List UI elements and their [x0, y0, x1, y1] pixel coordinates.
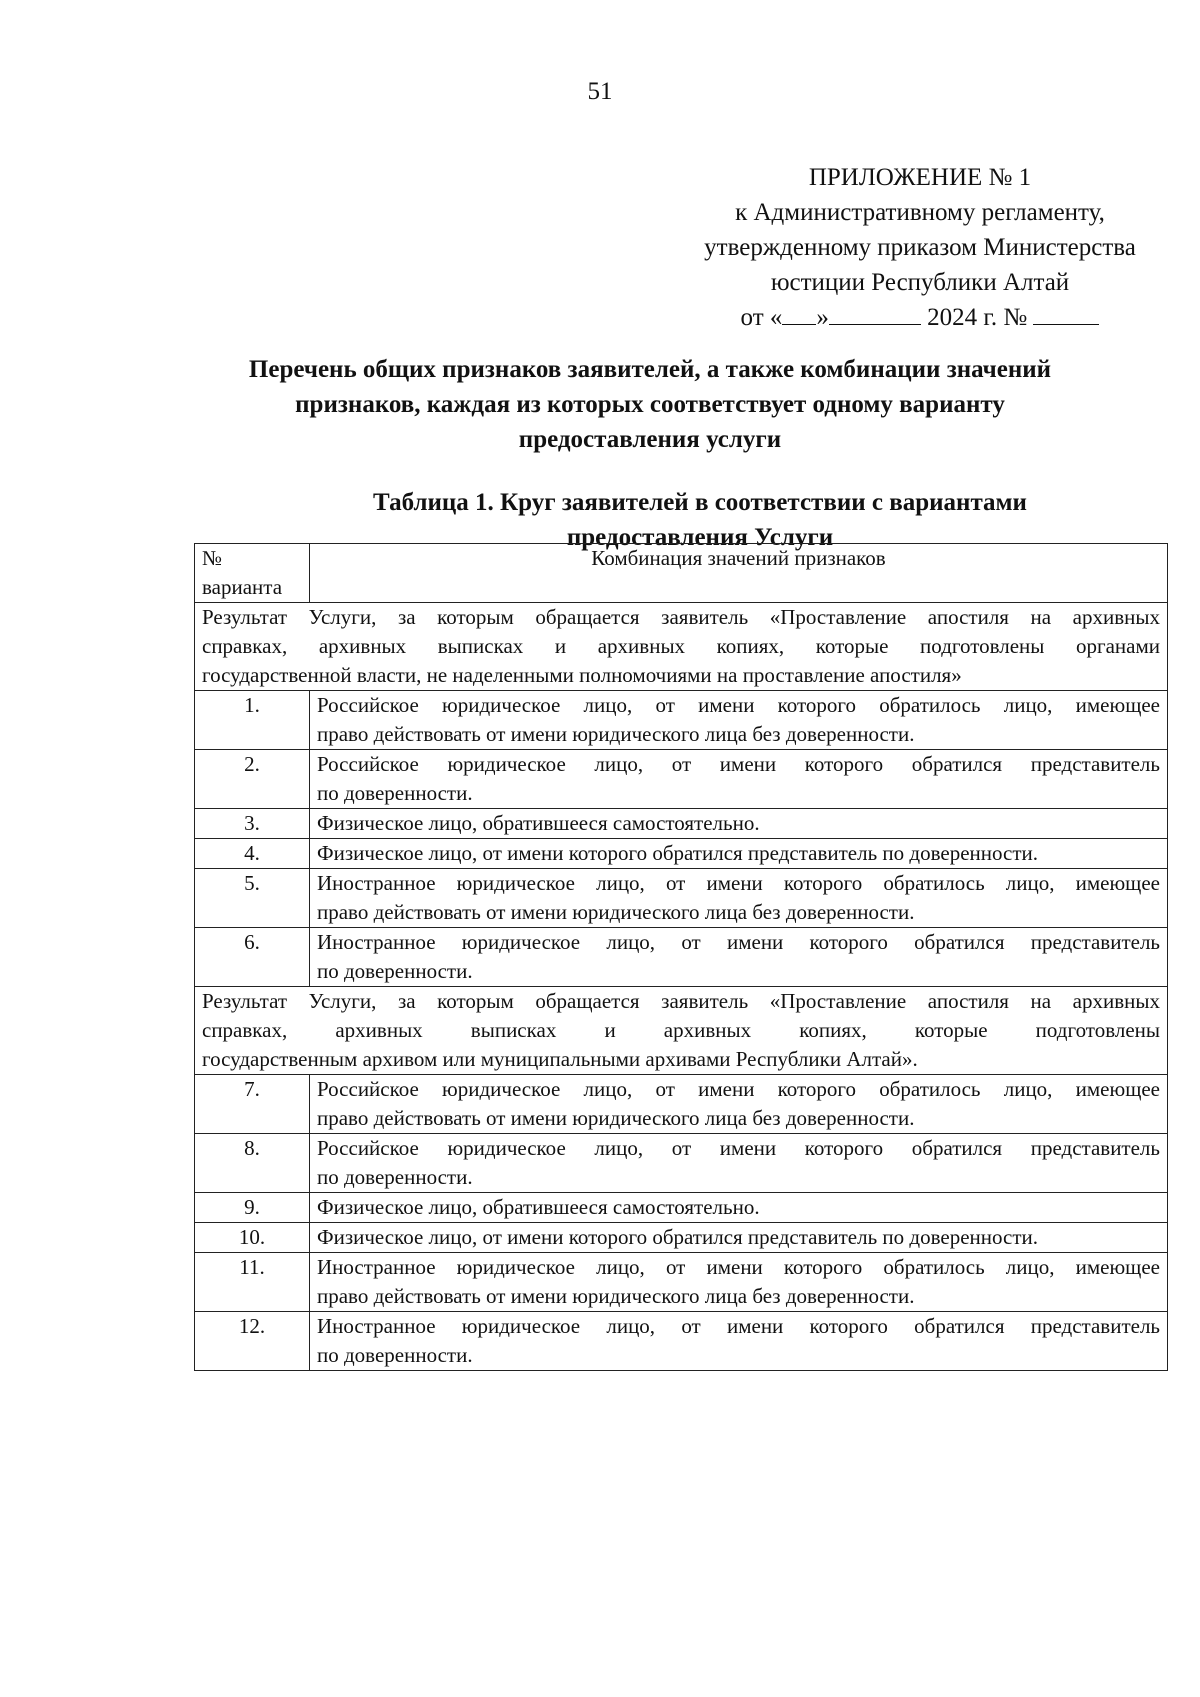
description-line: Российское юридическое лицо, от имени которого обратилось лицо, имеющее [317, 693, 1160, 717]
table-row [195, 1193, 1168, 1223]
description-line: Иностранное юридическое лицо, от имени которого обратился представитель [317, 1314, 1160, 1338]
month-blank [829, 300, 921, 325]
description-line: Иностранное юридическое лицо, от имени которого обратился представитель [317, 930, 1160, 954]
variant-description [310, 750, 1168, 809]
description-line: по доверенности. [317, 1165, 473, 1189]
variant-number: 4. [195, 839, 310, 869]
variant-number: 2. [195, 750, 310, 809]
description-line: Физическое лицо, от имени которого обратился представитель по доверенности. [317, 841, 1039, 865]
variant-description [310, 1223, 1168, 1253]
description-line: Физическое лицо, от имени которого обратился представитель по доверенности. [317, 1225, 1039, 1249]
section-line: государственным архивом или муниципальными архивами Республики Алтай». [202, 1047, 918, 1071]
caption-line: предоставления Услуги [566, 524, 834, 551]
variants-table [194, 543, 1168, 1371]
caption-line: Таблица 1. Круг заявителей в соответствии с вариантами [373, 489, 1027, 516]
day-blank [782, 300, 816, 325]
variant-number: 10. [195, 1223, 310, 1253]
page-number: 51 [587, 78, 613, 105]
ministry-name: юстиции Республики Алтай [770, 269, 1070, 296]
table-row [195, 750, 1168, 809]
variant-description [310, 1134, 1168, 1193]
number-blank [1033, 300, 1099, 325]
appendix-heading: ПРИЛОЖЕНИЕ № 1 [808, 164, 1032, 191]
variant-description [310, 691, 1168, 750]
description-line: Российское юридическое лицо, от имени которого обратился представитель [317, 752, 1160, 776]
document-title [150, 352, 1150, 457]
header-no-label: варианта [202, 575, 283, 599]
section-row [195, 603, 1168, 691]
variant-number: 6. [195, 928, 310, 987]
table-row [195, 1075, 1168, 1134]
description-line: право действовать от имени юридического лица без доверенности. [317, 1284, 915, 1308]
approval-block [640, 160, 1200, 335]
variant-description [310, 1075, 1168, 1134]
table-row [195, 809, 1168, 839]
section-result-1 [195, 603, 1168, 691]
table-row [195, 839, 1168, 869]
description-line: право действовать от имени юридического лица без доверенности. [317, 900, 915, 924]
description-line: по доверенности. [317, 1343, 473, 1367]
variant-description [310, 928, 1168, 987]
description-line: Физическое лицо, обратившееся самостоятельно. [317, 1195, 760, 1219]
approved-by-order: утвержденному приказом Министерства [704, 234, 1136, 261]
variant-number: 5. [195, 869, 310, 928]
title-line: Перечень общих признаков заявителей, а также комбинации значений [248, 356, 1052, 383]
header-row [195, 544, 1168, 603]
variant-description [310, 1253, 1168, 1312]
variant-description [310, 1312, 1168, 1371]
table-row [195, 1134, 1168, 1193]
variant-description [310, 869, 1168, 928]
header-no-symbol: № [202, 546, 223, 570]
description-line: право действовать от имени юридического лица без доверенности. [317, 1106, 915, 1130]
description-line: Российское юридическое лицо, от имени которого обратился представитель [317, 1136, 1160, 1160]
order-date-line [640, 300, 1200, 335]
variant-description [310, 809, 1168, 839]
description-line: право действовать от имени юридического лица без доверенности. [317, 722, 915, 746]
header-variant-number [195, 544, 310, 603]
table-row [195, 869, 1168, 928]
variant-description [310, 839, 1168, 869]
section-line: Результат Услуги, за которым обращается заявитель «Проставление апостиля на архивных [202, 989, 1160, 1013]
section-line: справках, архивных выписках и архивных копиях, которые подготовлены органами [202, 634, 1160, 658]
variant-number: 12. [195, 1312, 310, 1371]
variant-number: 8. [195, 1134, 310, 1193]
variant-description [310, 1193, 1168, 1223]
description-line: Физическое лицо, обратившееся самостоятельно. [317, 811, 760, 835]
section-row [195, 987, 1168, 1075]
regulation-reference: к Административному регламенту, [735, 199, 1105, 226]
date-year: 2024 г. № [927, 304, 1028, 331]
header-combination: Комбинация значений признаков [310, 544, 1168, 603]
section-line: Результат Услуги, за которым обращается заявитель «Проставление апостиля на архивных [202, 605, 1160, 629]
variant-number: 1. [195, 691, 310, 750]
variant-number: 11. [195, 1253, 310, 1312]
table-row [195, 1253, 1168, 1312]
date-prefix: от « [740, 304, 783, 331]
table-row [195, 691, 1168, 750]
section-result-2 [195, 987, 1168, 1075]
section-line: справках, архивных выписках и архивных копиях, которые подготовлены [202, 1018, 1160, 1042]
description-line: Российское юридическое лицо, от имени которого обратилось лицо, имеющее [317, 1077, 1160, 1101]
variant-number: 9. [195, 1193, 310, 1223]
table-row [195, 1223, 1168, 1253]
variant-number: 7. [195, 1075, 310, 1134]
description-line: Иностранное юридическое лицо, от имени которого обратилось лицо, имеющее [317, 1255, 1160, 1279]
table-row [195, 1312, 1168, 1371]
title-line: признаков, каждая из которых соответствует одному варианту [295, 391, 1005, 418]
date-mid: » [816, 304, 829, 331]
description-line: Иностранное юридическое лицо, от имени которого обратилось лицо, имеющее [317, 871, 1160, 895]
table-row [195, 928, 1168, 987]
description-line: по доверенности. [317, 781, 473, 805]
variant-number: 3. [195, 809, 310, 839]
title-line: предоставления услуги [518, 426, 782, 453]
description-line: по доверенности. [317, 959, 473, 983]
section-line: государственной власти, не наделенными полномочиями на проставление апостиля» [202, 663, 962, 687]
